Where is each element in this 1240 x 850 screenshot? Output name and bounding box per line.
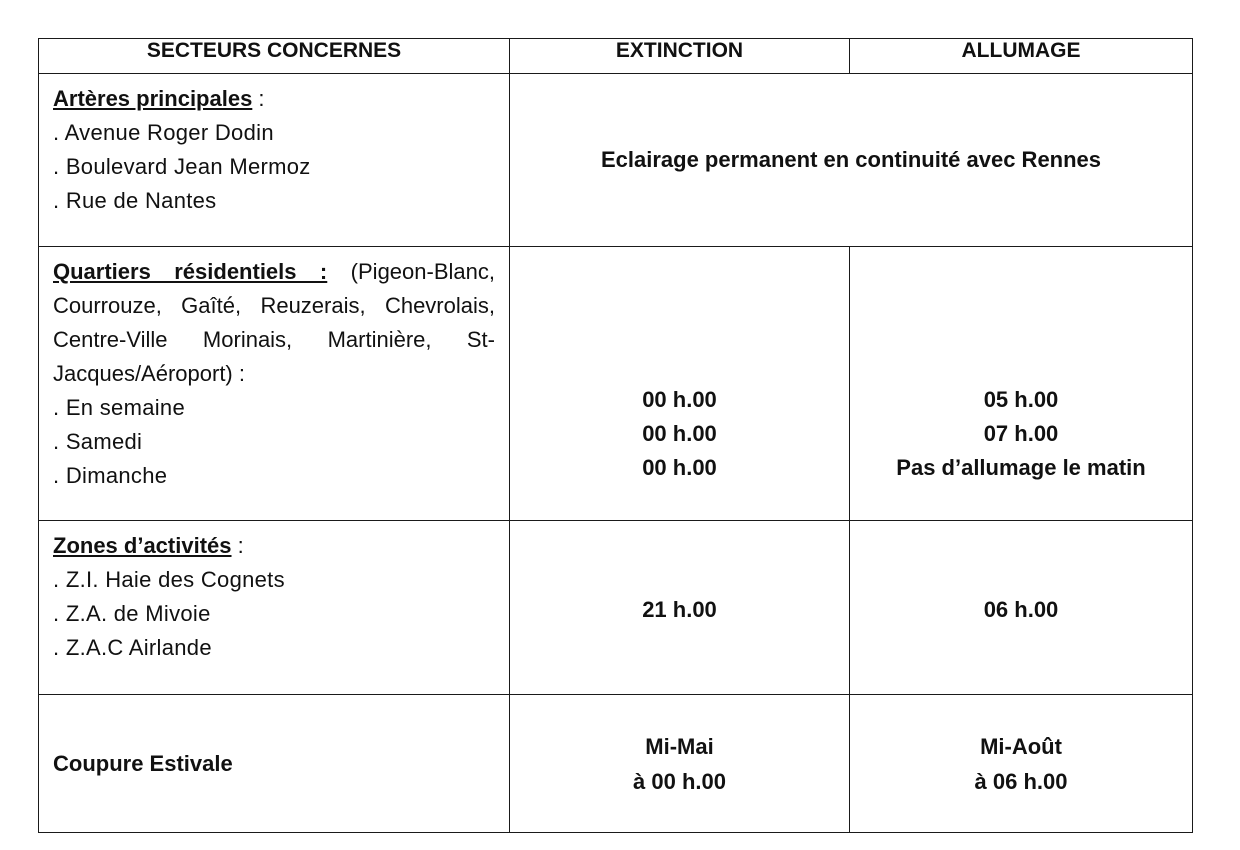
table-row-quartiers bbox=[39, 247, 1193, 521]
summer-cutoff-label: Coupure Estivale bbox=[39, 695, 510, 833]
sector-heading bbox=[53, 255, 495, 391]
table-row-arteres bbox=[39, 74, 1193, 247]
extinction-cell-zones: 21 h.00 bbox=[510, 521, 850, 695]
allumage-time: 05 h.00 bbox=[983, 387, 1059, 412]
table-row-summer bbox=[39, 695, 1193, 833]
extinction-time: 00 h.00 bbox=[642, 387, 717, 412]
lighting-permanent-cell: Eclairage permanent en continuité avec Rennes bbox=[510, 74, 1193, 247]
sector-heading bbox=[53, 529, 495, 563]
allumage-cell-quartiers bbox=[850, 247, 1193, 521]
allumage-date: Mi-Août bbox=[980, 733, 1062, 759]
extinction-time: 00 h.00 bbox=[642, 455, 717, 480]
header-sectors: SECTEURS CONCERNES bbox=[39, 39, 510, 74]
list-item: . Z.A.C Airlande bbox=[53, 635, 212, 660]
sector-title: Quartiers résidentiels : bbox=[53, 259, 328, 284]
sector-title: Zones d’activités bbox=[53, 533, 232, 558]
list-item: . Z.I. Haie des Cognets bbox=[53, 567, 285, 592]
allumage-time: à 06 h.00 bbox=[974, 768, 1068, 794]
extinction-date: Mi-Mai bbox=[645, 733, 714, 759]
extinction-time: à 00 h.00 bbox=[633, 768, 726, 794]
list-item: . En semaine bbox=[53, 395, 186, 420]
extinction-cell-quartiers bbox=[510, 247, 850, 521]
allumage-cell-zones: 06 h.00 bbox=[850, 521, 1193, 695]
list-item: . Boulevard Jean Mermoz bbox=[53, 154, 311, 179]
header-extinction: EXTINCTION bbox=[510, 39, 850, 74]
table-row-zones bbox=[39, 521, 1193, 695]
sector-description: (Pigeon-Blanc, Courrouze, Gaîté, Reuzerais, Chevrolais, Centre-Ville Morinais, Martinière, St-Jacques/Aéroport) : bbox=[53, 259, 495, 386]
sector-title-suffix: : bbox=[231, 533, 244, 558]
allumage-time: Pas d’allumage le matin bbox=[896, 455, 1146, 480]
sector-cell-quartiers bbox=[39, 247, 510, 521]
sector-cell-zones bbox=[39, 521, 510, 695]
header-row bbox=[39, 39, 1193, 74]
lighting-schedule-table bbox=[38, 38, 1193, 833]
allumage-time: 07 h.00 bbox=[983, 421, 1059, 446]
sector-title: Artères principales bbox=[53, 86, 253, 111]
header-allumage: ALLUMAGE bbox=[850, 39, 1193, 74]
sector-title-suffix: : bbox=[252, 86, 265, 111]
list-item: . Samedi bbox=[53, 429, 143, 454]
allumage-cell-summer bbox=[850, 695, 1193, 833]
list-item: . Rue de Nantes bbox=[53, 188, 217, 213]
extinction-cell-summer bbox=[510, 695, 850, 833]
sector-heading bbox=[53, 82, 495, 116]
list-item: . Dimanche bbox=[53, 463, 168, 488]
list-item: . Avenue Roger Dodin bbox=[53, 120, 274, 145]
list-item: . Z.A. de Mivoie bbox=[53, 601, 211, 626]
sector-cell-arteres bbox=[39, 74, 510, 247]
extinction-time: 00 h.00 bbox=[642, 421, 717, 446]
